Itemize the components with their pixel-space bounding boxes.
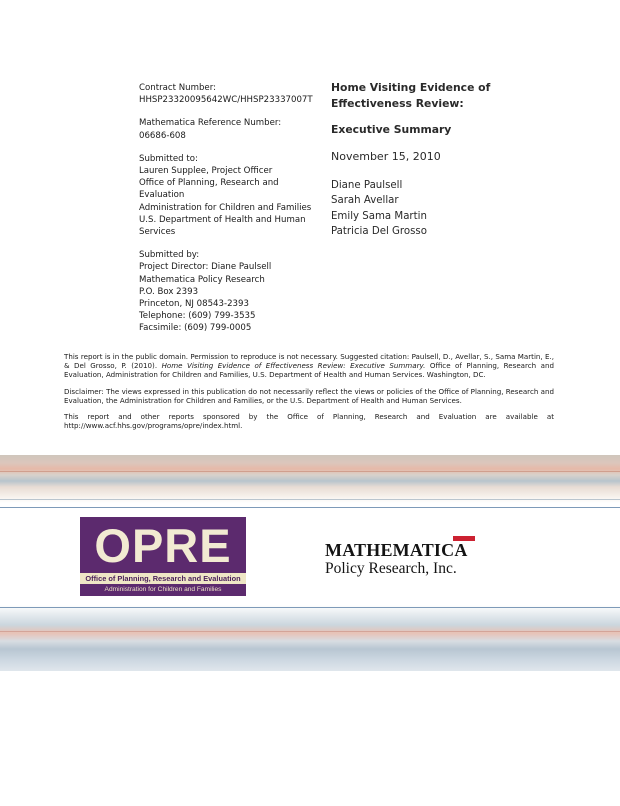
submitted-to-line: U.S. Department of Health and Human Services: [139, 214, 306, 238]
author-name: Diane Paulsell: [331, 180, 403, 191]
citation-title: Home Visiting Evidence of Effectiveness Review: Executive Summary.: [161, 361, 426, 371]
report-title-line: Home Visiting Evidence of: [331, 81, 491, 94]
citation-paragraph: [64, 352, 554, 380]
author-name: Patricia Del Grosso: [331, 226, 427, 238]
submitted-by-line: Telephone: (609) 799-3535: [139, 311, 256, 322]
author-name: Sarah Avellar: [331, 195, 399, 207]
reference-number-label: Mathematica Reference Number:: [139, 118, 282, 129]
submitted-to-label: Submitted to:: [139, 153, 198, 164]
contract-number-value: HHSP23320095642WC/HHSP23337007T: [139, 95, 313, 106]
mathematica-logo-name: MATHEMATICA: [325, 540, 468, 560]
disclaimer-paragraph: Disclaimer: The views expressed in this publication do not necessarily reflect the views or policies of the Office of Planning, Research and Evaluation, the Administration for Children and Families, or the U.S. Department of Health and Human Services.: [64, 386, 554, 405]
submitted-by-line: Princeton, NJ 08543-2393: [139, 299, 249, 310]
contract-details: [139, 82, 319, 346]
submitted-to-line: Office of Planning, Research and Evaluation: [139, 178, 279, 201]
report-date: November 15, 2010: [331, 150, 441, 163]
opre-logo-agency: Administration for Children and Families: [104, 586, 222, 593]
mathematica-logo: [325, 536, 480, 578]
availability-paragraph: This report and other reports sponsored by the Office of Planning, Research and Evaluation are available at http://www.acf.hhs.gov/programs/opre/index.html.: [64, 412, 554, 431]
opre-logo-acronym: OPRE: [94, 519, 232, 572]
reference-number-value: 06686-608: [139, 130, 186, 141]
band-stripe: [0, 471, 620, 472]
report-title: [331, 80, 561, 112]
author-name: Emily Sama Martin: [331, 210, 427, 222]
report-title-line: Effectiveness Review:: [331, 97, 464, 110]
opre-logo-fullname: Office of Planning, Research and Evaluation: [80, 573, 246, 584]
band-stripe: [0, 607, 620, 608]
submitted-by-block: [139, 249, 319, 334]
submitted-to-block: [139, 153, 319, 238]
contract-number-block: [139, 82, 319, 106]
citation-text: Office of Planning, Research and Evaluation, Administration for Children and Families, U.S. Department of Health and Human Services. Washington, DC.: [64, 361, 555, 380]
opre-logo: [80, 517, 246, 596]
mathematica-logo-subtitle: Policy Research, Inc.: [325, 560, 457, 577]
submitted-by-line: Project Director: Diane Paulsell: [139, 262, 272, 273]
submitted-by-line: Mathematica Policy Research: [139, 274, 265, 285]
report-heading: [331, 80, 561, 240]
submitted-by-line: P.O. Box 2393: [139, 286, 199, 297]
citation-text: This report is in the public domain. Permission to reproduce is not necessary. Suggested citation: Paulsell, D., Avellar, S., Sama Martin, E., & Del Grosso, P. (2010).: [64, 352, 554, 371]
reference-number-block: [139, 117, 319, 141]
report-subtitle: Executive Summary: [331, 123, 452, 136]
submitted-to-line: Administration for Children and Families: [139, 202, 312, 213]
submitted-by-label: Submitted by:: [139, 250, 200, 261]
band-stripe: [0, 499, 620, 500]
submitted-to-line: Lauren Supplee, Project Officer: [139, 166, 273, 177]
contract-number-label: Contract Number:: [139, 83, 216, 93]
band-stripe: [0, 631, 620, 632]
author-list: [331, 178, 561, 240]
report-notes: [64, 352, 554, 437]
band-stripe: [0, 507, 620, 508]
submitted-by-line: Facsimile: (609) 799-0005: [139, 323, 252, 334]
